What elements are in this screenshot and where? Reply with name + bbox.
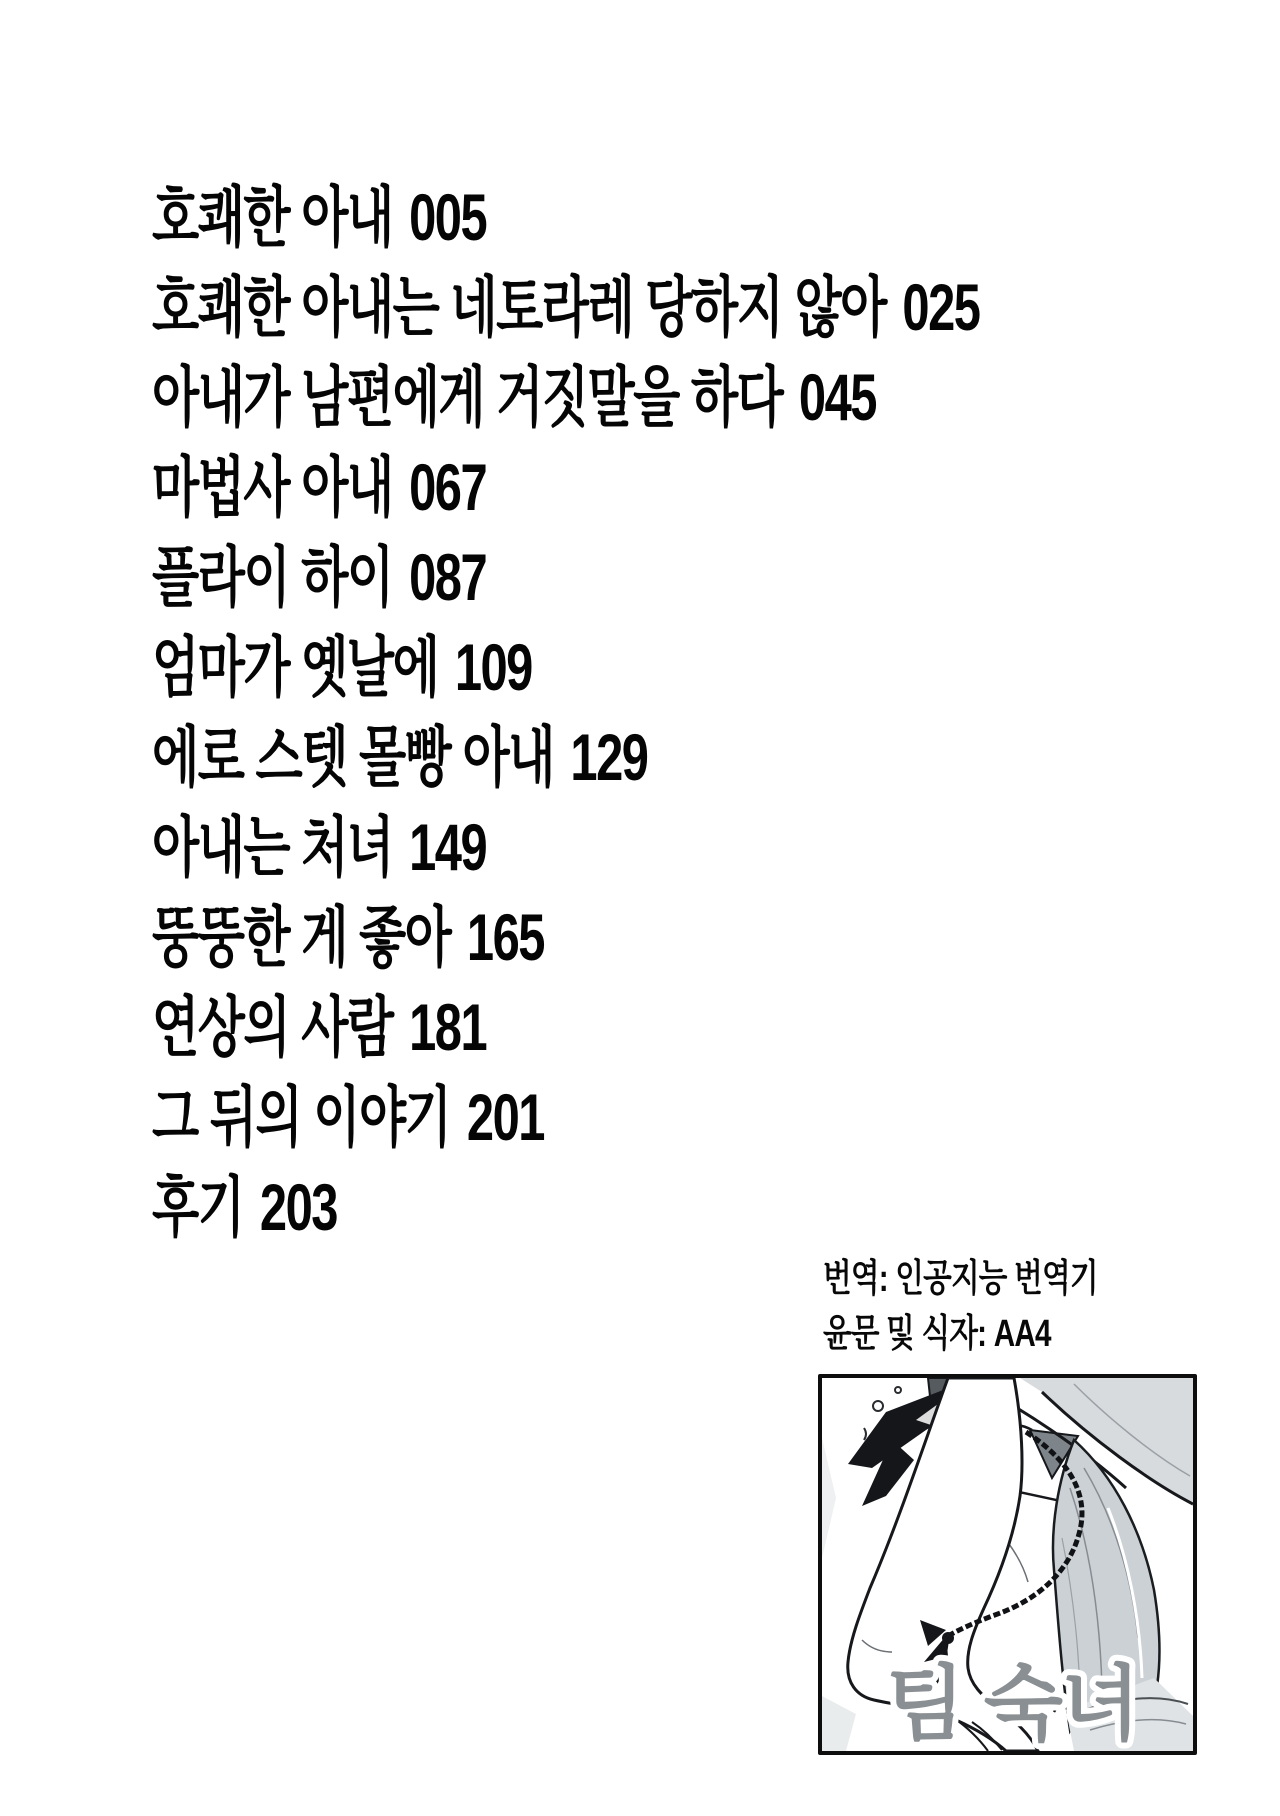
credits-block xyxy=(823,1252,1175,1362)
toc-entry-page: 045 xyxy=(798,360,876,434)
toc-list xyxy=(152,172,1252,1252)
toc-entry-title: 엄마가 옛날에 xyxy=(152,630,439,704)
toc-entry-title: 그 뒤의 이야기 xyxy=(152,1080,451,1154)
toc-entry-title: 호쾌한 아내 xyxy=(152,180,393,254)
toc-entry xyxy=(152,262,980,352)
toc-entry-title: 마법사 아내 xyxy=(152,450,393,524)
toc-entry xyxy=(152,982,966,1072)
toc-entry-page: 087 xyxy=(409,540,487,614)
toc-entry-page: 203 xyxy=(259,1170,337,1244)
toc-entry-page: 129 xyxy=(570,720,648,794)
toc-entry-page: 025 xyxy=(902,270,980,344)
toc-entry xyxy=(152,352,966,442)
toc-entry xyxy=(152,442,966,532)
toc-entry xyxy=(152,892,966,982)
toc-entry-title: 뚱뚱한 게 좋아 xyxy=(152,900,451,974)
credits-editing-line: 윤문 및 식자: AA4 xyxy=(823,1313,1051,1355)
toc-entry xyxy=(152,712,966,802)
toc-entry xyxy=(152,1072,966,1162)
toc-entry-page: 201 xyxy=(466,1080,544,1154)
toc-entry-page: 165 xyxy=(466,900,544,974)
lingerie-illustration xyxy=(822,1378,1193,1751)
toc-entry-title: 연상의 사람 xyxy=(152,990,393,1064)
toc-entry-title: 아내가 남편에게 거짓말을 하다 xyxy=(152,360,783,434)
toc-entry-title: 아내는 처녀 xyxy=(152,810,393,884)
toc-entry-page: 149 xyxy=(409,810,487,884)
toc-entry-title: 후기 xyxy=(152,1170,244,1244)
toc-entry xyxy=(152,622,966,712)
toc-entry xyxy=(152,802,966,892)
toc-entry-page: 181 xyxy=(409,990,487,1064)
toc-entry-page: 005 xyxy=(409,180,487,254)
artwork-panel xyxy=(818,1374,1197,1755)
toc-entry xyxy=(152,532,966,622)
wall-shading xyxy=(822,1696,856,1751)
toc-entry-page: 109 xyxy=(454,630,532,704)
toc-entry-title: 에로 스텟 몰빵 아내 xyxy=(152,720,554,794)
wall-shading xyxy=(822,1438,836,1558)
toc-entry xyxy=(152,172,966,262)
toc-entry xyxy=(152,1162,966,1252)
toc-entry-page: 067 xyxy=(409,450,487,524)
toc-entry-title: 호쾌한 아내는 네토라레 당하지 않아 xyxy=(152,270,886,344)
credits-translation-line: 번역: 인공지능 번역기 xyxy=(823,1258,1098,1300)
toc-entry-title: 플라이 하이 xyxy=(152,540,393,614)
caption-text: 팀 숙녀 xyxy=(885,1659,1139,1750)
